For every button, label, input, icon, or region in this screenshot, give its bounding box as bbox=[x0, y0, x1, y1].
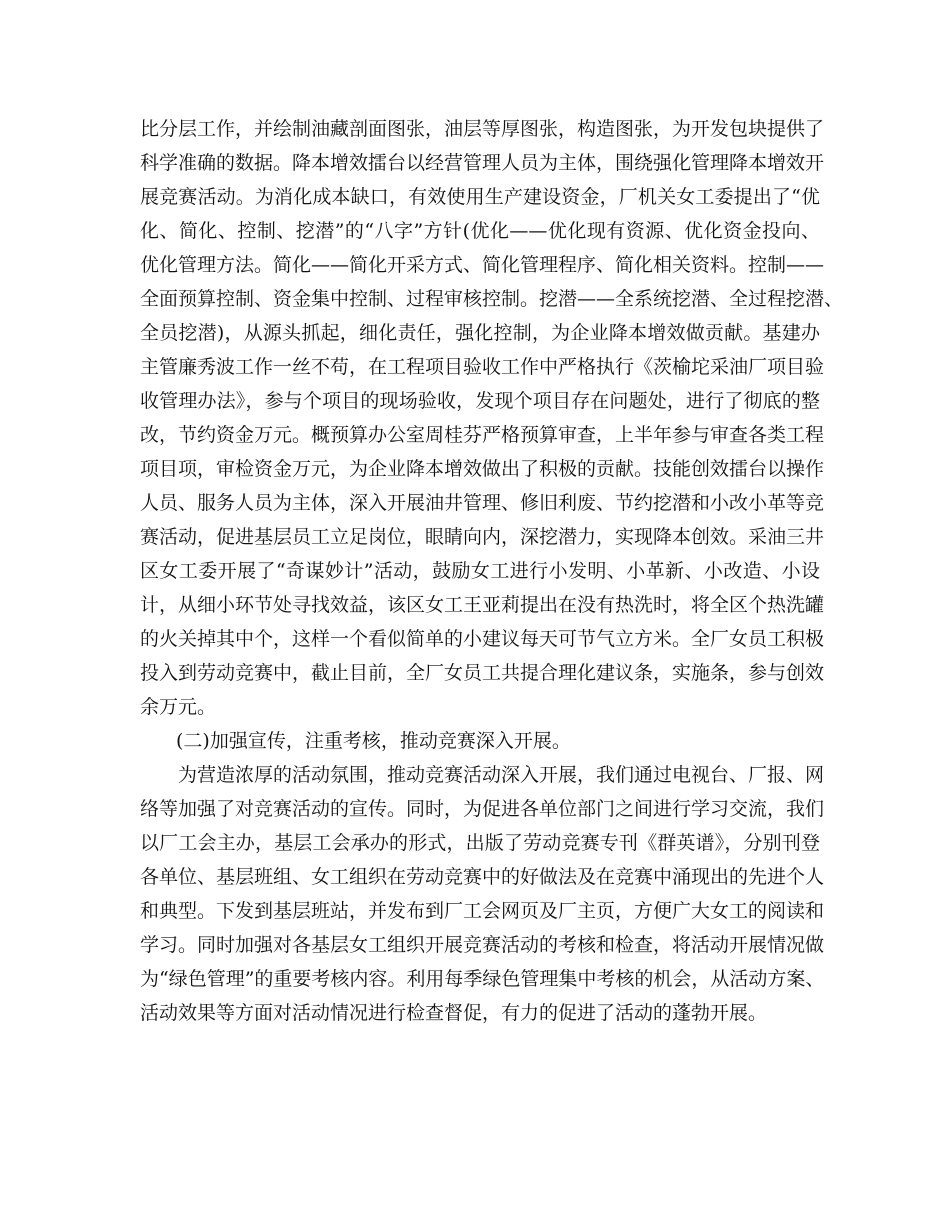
text-line: 投入到劳动竞赛中，截止目前，全厂女员工共提合理化建议条，实施条，参与创效 bbox=[140, 662, 825, 684]
text-line: 人员、服务人员为主体，深入开展油井管理、修旧利废、节约挖潜和小改小革等竞 bbox=[140, 492, 825, 514]
text-line: 优化管理方法。简化——简化开采方式、简化管理程序、简化相关资料。控制—— bbox=[140, 254, 825, 276]
text-line: 以厂工会主办，基层工会承办的形式，出版了劳动竞赛专刊《群英谱》，分别刊登 bbox=[140, 832, 820, 854]
text-line: 改，节约资金万元。概预算办公室周桂芬严格预算审查，上半年参与审查各类工程 bbox=[140, 424, 825, 446]
text-line: 为营造浓厚的活动氛围，推动竞赛活动深入开展，我们通过电视台、厂报、网 bbox=[178, 764, 825, 786]
text-line: 的火关掉其中个，这样一个看似简单的小建议每天可节气立方米。全厂女员工积极 bbox=[140, 628, 825, 650]
document-body bbox=[140, 112, 844, 1030]
text-line: 为“绿色管理”的重要考核内容。利用每季绿色管理集中考核的机会，从活动方案、 bbox=[140, 968, 825, 990]
text-line: 全员挖潜)，从源头抓起，细化责任，强化控制，为企业降本增效做贡献。基建办 bbox=[140, 322, 820, 344]
text-line: 比分层工作，并绘制油藏剖面图张，油层等厚图张，构造图张，为开发包块提供了 bbox=[140, 118, 825, 140]
text-line: 各单位、基层班组、女工组织在劳动竞赛中的好做法及在竞赛中涌现出的先进个人 bbox=[140, 866, 825, 888]
text-line: 主管廉秀波工作一丝不苟，在工程项目验收工作中严格执行《茨榆坨采油厂项目验 bbox=[140, 356, 825, 378]
text-line: 学习。同时加强对各基层女工组织开展竞赛活动的考核和检查，将活动开展情况做 bbox=[140, 934, 825, 956]
paragraph-2 bbox=[140, 758, 825, 1030]
text-line: 收管理办法》，参与个项目的现场验收，发现个项目存在问题处，进行了彻底的整 bbox=[140, 390, 820, 412]
text-line: 全面预算控制、资金集中控制、过程审核控制。挖潜——全系统挖潜、全过程挖潜、 bbox=[140, 288, 844, 310]
text-line: 区女工委开展了“奇谋妙计”活动，鼓励女工进行小发明、小革新、小改造、小设 bbox=[140, 560, 820, 582]
text-line: 计，从细小环节处寻找效益，该区女工王亚莉提出在没有热洗时，将全区个热洗罐 bbox=[140, 594, 825, 616]
paragraph-1 bbox=[140, 112, 844, 724]
text-line: 活动效果等方面对活动情况进行检查督促，有力的促进了活动的蓬勃开展。 bbox=[140, 1002, 768, 1024]
text-line: 赛活动，促进基层员工立足岗位，眼睛向内，深挖潜力，实现降本创效。采油三井 bbox=[140, 526, 825, 548]
text-line: 络等加强了对竞赛活动的宣传。同时，为促进各单位部门之间进行学习交流，我们 bbox=[140, 798, 825, 820]
text-line: 展竞赛活动。为消化成本缺口，有效使用生产建设资金，厂机关女工委提出了“优 bbox=[140, 186, 820, 208]
text-line: 余万元。 bbox=[140, 696, 217, 718]
text-line: 科学准确的数据。降本增效擂台以经营管理人员为主体，围绕强化管理降本增效开 bbox=[140, 152, 825, 174]
section-heading: (二)加强宣传，注重考核，推动竞赛深入开展。 bbox=[176, 730, 571, 752]
text-line: 和典型。下发到基层班站，并发布到厂工会网页及厂主页，方便广大女工的阅读和 bbox=[140, 900, 825, 922]
text-line: 化、简化、控制、挖潜”的“八字”方针(优化——优化现有资源、优化资金投向、 bbox=[140, 220, 820, 242]
text-line: 项目项，审检资金万元，为企业降本增效做出了积极的贡献。技能创效擂台以操作 bbox=[140, 458, 825, 480]
